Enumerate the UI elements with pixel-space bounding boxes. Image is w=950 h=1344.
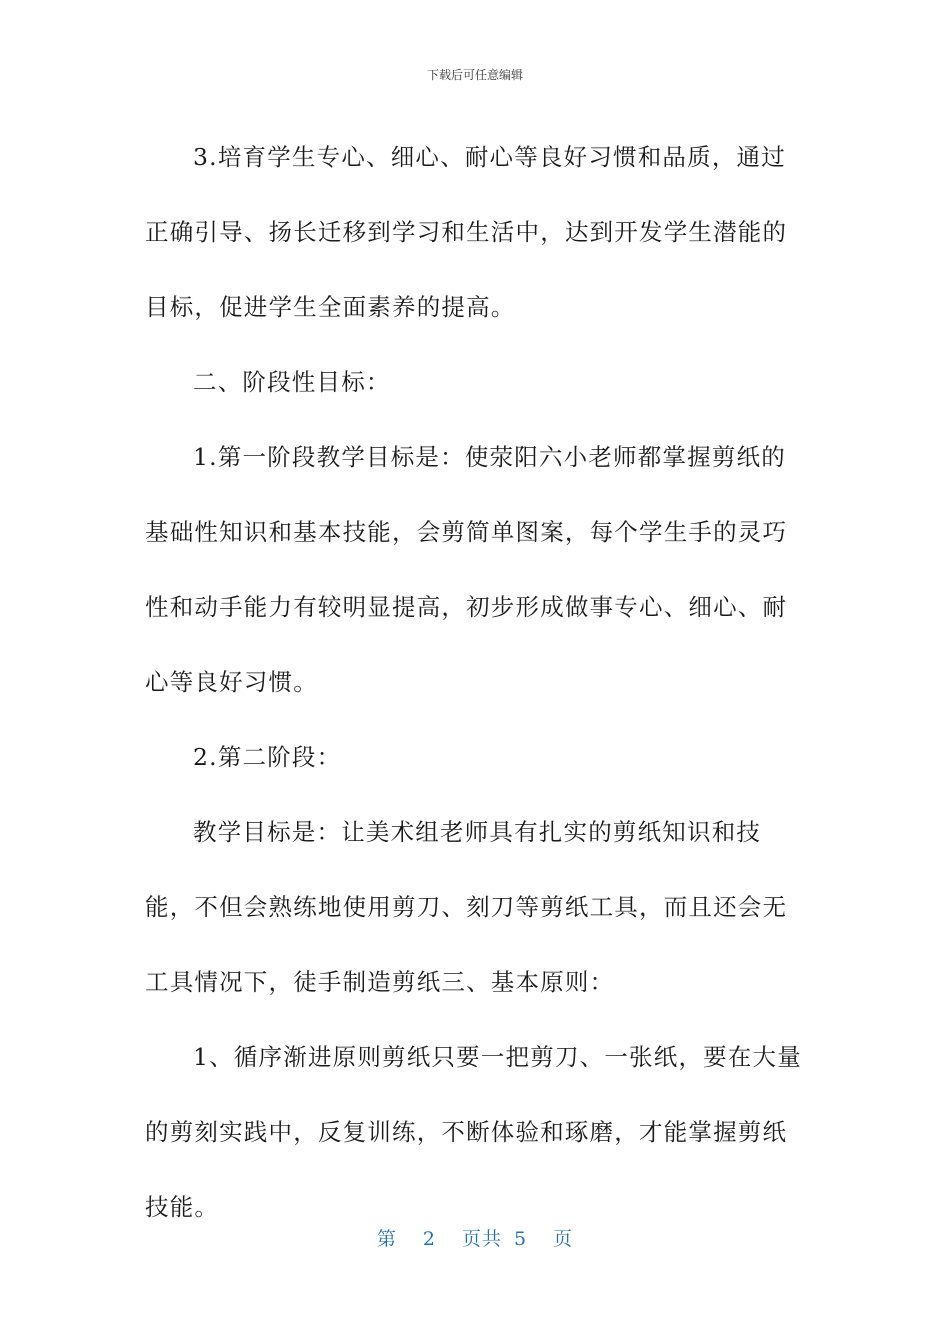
section-heading: 二、阶段性目标： [193, 368, 391, 396]
paragraph: 2.第二阶段： [193, 743, 342, 771]
paragraph: 1.第一阶段教学目标是：使荥阳六小老师都掌握剪纸的基础性知识和基本技能，会剪简单图案，每个学生手的灵巧性和动手能力有较明显提高，初步形成做事专心、细心、耐心等良好习惯。 [145, 443, 788, 696]
footer-suffix: 页 [553, 1228, 574, 1250]
page-footer [0, 1224, 950, 1251]
footer-middle: 页共 [461, 1228, 502, 1250]
total-pages-number: 5 [514, 1228, 528, 1250]
paragraph: 教学目标是：让美术组老师具有扎实的剪纸知识和技能，不但会熟练地使用剪刀、刻刀等剪纸工具，而且还会无工具情况下，徒手制造剪纸三、基本原则： [145, 818, 788, 996]
document-body [145, 120, 810, 1245]
page-header: 下载后可任意编辑 [426, 68, 523, 82]
footer-prefix: 第 [376, 1228, 397, 1250]
current-page-number: 2 [422, 1228, 436, 1250]
paragraph: 3.培育学生专心、细心、耐心等良好习惯和品质，通过正确引导、扬长迁移到学习和生活中，达到开发学生潜能的目标，促进学生全面素养的提高。 [145, 143, 788, 321]
paragraph: 1、循序渐进原则剪纸只要一把剪刀、一张纸，要在大量的剪刻实践中，反复训练，不断体验和琢磨，才能掌握剪纸技能。 [145, 1043, 802, 1221]
